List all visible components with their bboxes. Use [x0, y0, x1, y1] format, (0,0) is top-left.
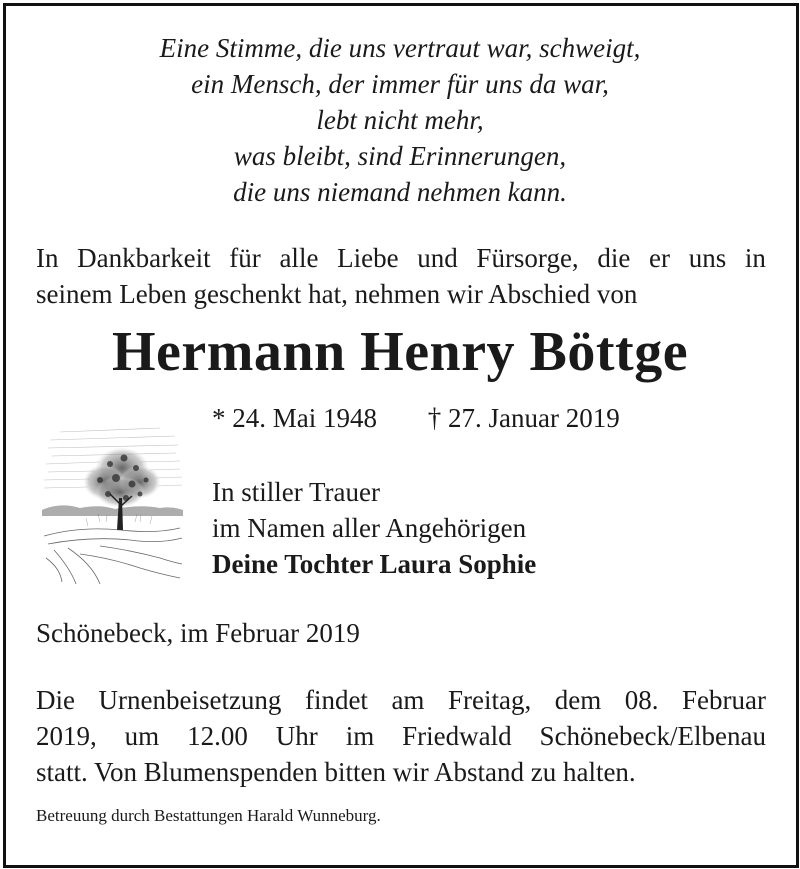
intro-word: Fürsorge,: [476, 243, 579, 273]
funeral-word: Februar: [682, 685, 766, 715]
intro-word: er: [649, 243, 671, 273]
funeral-word: dem: [554, 685, 602, 715]
funeral-word: Friedwald: [402, 721, 512, 751]
funeral-word: 12.00: [187, 721, 248, 751]
death-date: † 27. Januar 2019: [427, 403, 620, 433]
intro-word: in: [744, 243, 766, 273]
tree-landscape-icon: [40, 418, 185, 588]
funeral-line: [36, 718, 766, 754]
intro-line: [36, 240, 766, 276]
intro-word: In: [36, 243, 59, 273]
mourning-block: [212, 474, 536, 582]
undertaker-credit: Betreuung durch Bestattungen Harald Wunneburg.: [36, 806, 381, 825]
signatory: Deine Tochter Laura Sophie: [212, 549, 537, 579]
funeral-word: um: [124, 721, 160, 751]
funeral-word: Die: [36, 685, 75, 715]
funeral-word: Freitag,: [447, 685, 532, 715]
funeral-line: statt. Von Blumenspenden bitten wir Abstand zu halten.: [36, 757, 636, 787]
birth-date: * 24. Mai 1948: [212, 403, 377, 433]
life-dates: [212, 400, 620, 436]
funeral-word: im: [345, 721, 375, 751]
intro-word: Liebe: [337, 243, 399, 273]
intro-word: für: [229, 243, 261, 273]
poem-line: die uns niemand nehmen kann.: [233, 177, 567, 207]
intro-word: Dankbarkeit: [77, 243, 211, 273]
funeral-word: Urnenbeisetzung: [98, 685, 282, 715]
funeral-word: Uhr: [275, 721, 318, 751]
intro-word: und: [417, 243, 458, 273]
funeral-word: 2019,: [36, 721, 97, 751]
place-and-date: Schönebeck, im Februar 2019: [36, 618, 360, 648]
funeral-word: am: [391, 685, 425, 715]
funeral-word: 08.: [624, 685, 659, 715]
funeral-word: findet: [304, 685, 368, 715]
poem-line: was bleibt, sind Erinnerungen,: [233, 141, 567, 171]
deceased-name: Hermann Henry Böttge: [111, 321, 689, 383]
intro-line: seinem Leben geschenkt hat, nehmen wir Abschied von: [36, 279, 638, 309]
funeral-info: [36, 682, 766, 790]
mourning-line: im Namen aller Angehörigen: [212, 513, 527, 543]
intro-word: alle: [279, 243, 319, 273]
funeral-line: [36, 682, 766, 718]
poem-line: ein Mensch, der immer für uns da war,: [191, 69, 609, 99]
poem-line: Eine Stimme, die uns vertraut war, schweigt,: [159, 33, 641, 63]
memorial-poem: [0, 30, 800, 210]
intro-word: die: [597, 243, 631, 273]
funeral-word: Schönebeck/Elbenau: [539, 721, 766, 751]
intro-paragraph: [36, 240, 766, 312]
mourning-line: In stiller Trauer: [212, 477, 380, 507]
intro-word: uns: [688, 243, 727, 273]
poem-line: lebt nicht mehr,: [316, 105, 484, 135]
